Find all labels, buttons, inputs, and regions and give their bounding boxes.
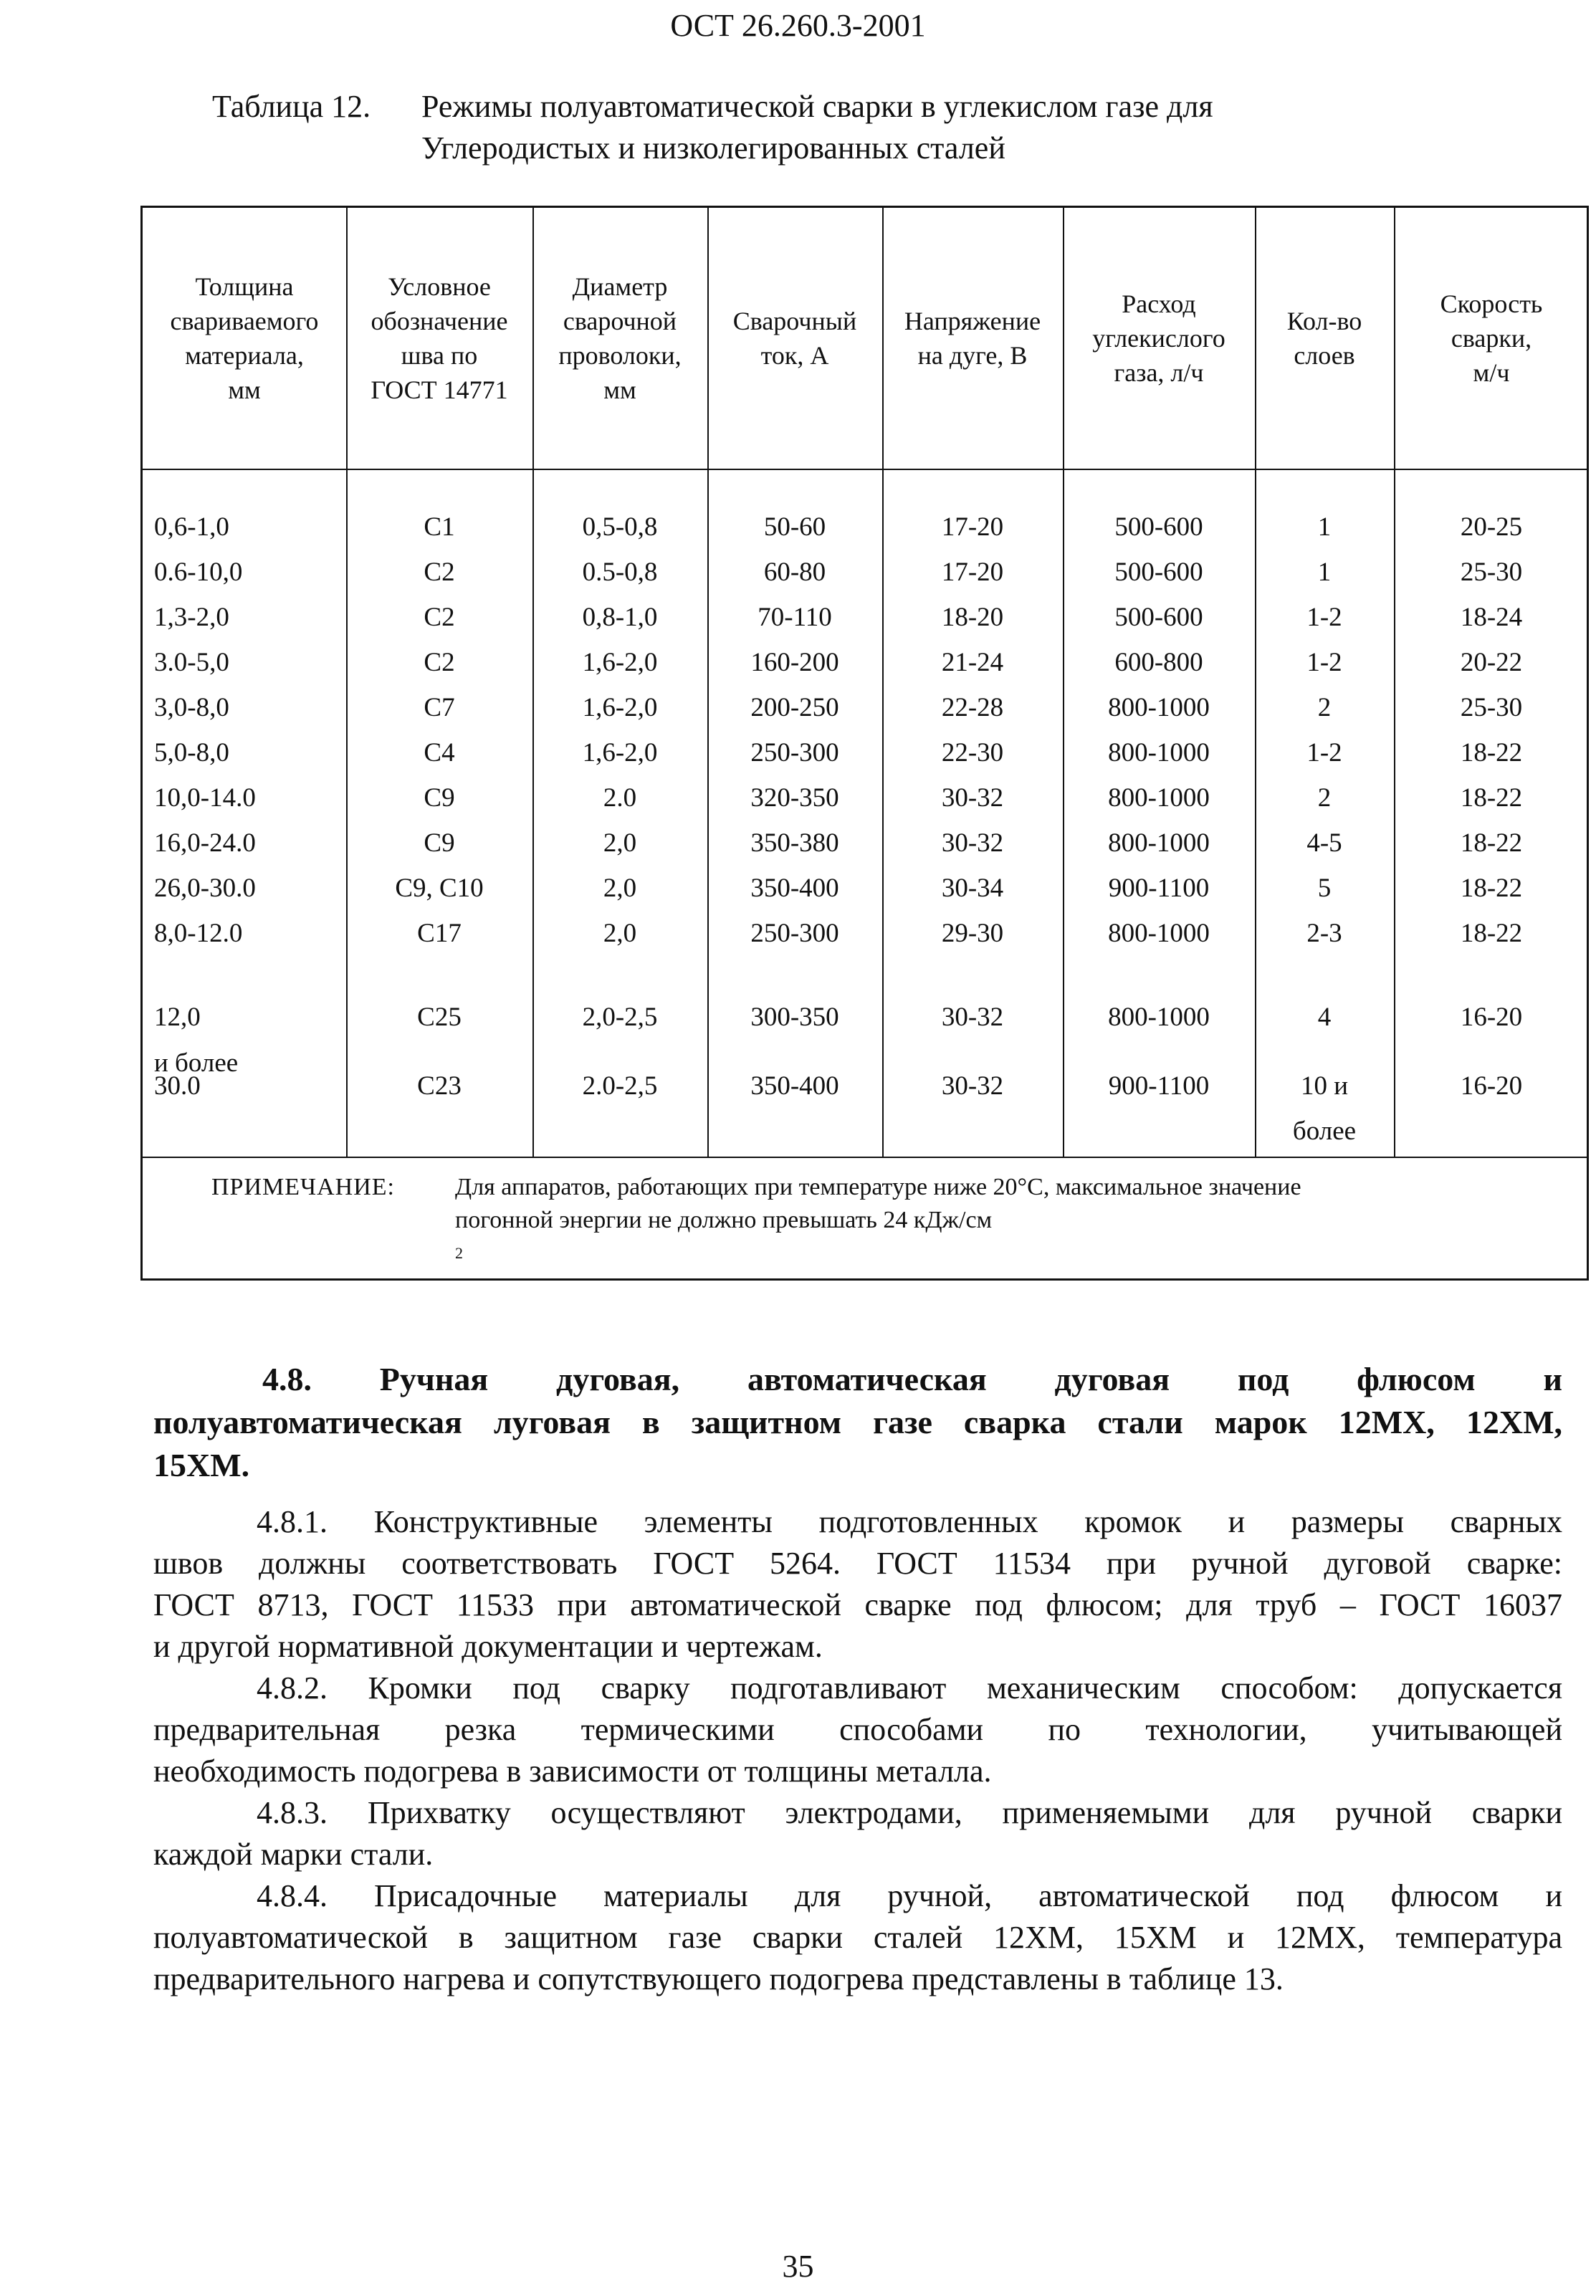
table-cell: 1,6-2,0 bbox=[582, 648, 658, 677]
table-cell: 18-22 bbox=[1460, 738, 1523, 767]
table-cell: 18-24 bbox=[1460, 603, 1523, 632]
table-note bbox=[143, 1159, 1587, 1274]
table-cell: С2 bbox=[424, 603, 455, 632]
note-superscript: 2 bbox=[455, 1244, 463, 1262]
table-cell: 30-32 bbox=[941, 1071, 1004, 1101]
table-cell: 0,6-1,0 bbox=[154, 512, 229, 542]
table-label: Таблица 12. bbox=[212, 89, 371, 124]
table-cell: 1 bbox=[1317, 558, 1332, 587]
table-cell: 2 bbox=[1317, 783, 1332, 813]
header-layers: Кол-во слоев bbox=[1286, 307, 1362, 370]
table-cell: 30-32 bbox=[941, 783, 1004, 813]
table-cell: С9 bbox=[424, 783, 455, 813]
table-cell: 800-1000 bbox=[1108, 828, 1210, 858]
table-cell: 18-22 bbox=[1460, 874, 1523, 903]
table-cell: 21-24 bbox=[941, 648, 1004, 677]
table-cell: 250-300 bbox=[750, 738, 839, 767]
table-title bbox=[421, 86, 1453, 169]
table-cell: 250-300 bbox=[750, 919, 839, 948]
note-line-text: погонной энергии не должно превышать 24 кДж/см bbox=[455, 1207, 993, 1233]
table-cell: 2,0-2,5 bbox=[582, 1003, 658, 1032]
header-wire-diameter: Диаметр сварочной проволоки, мм bbox=[558, 272, 682, 404]
table-cell: 70-110 bbox=[758, 603, 832, 632]
table-cell: 8,0-12.0 bbox=[154, 919, 243, 948]
note-text bbox=[455, 1171, 1573, 1276]
table-cell: 350-380 bbox=[750, 828, 839, 858]
table-title-line: Углеродистых и низколегированных сталей bbox=[421, 130, 1005, 166]
table-cell: 600-800 bbox=[1114, 648, 1203, 677]
table-cell: С23 bbox=[417, 1071, 462, 1101]
table-cell: 10,0-14.0 bbox=[154, 783, 256, 813]
note-line: Для аппаратов, работающих при температуре ниже 20°С, максимальное значение bbox=[455, 1174, 1301, 1200]
table-cell: 25-30 bbox=[1460, 693, 1523, 722]
paragraph-line: и другой нормативной документации и чертежам. bbox=[153, 1629, 823, 1664]
table-cell: 10 и bbox=[1300, 1071, 1349, 1101]
table-cell: С4 bbox=[424, 738, 455, 767]
table-cell: 0.6-10,0 bbox=[154, 558, 243, 587]
table-cell-extra: более bbox=[1292, 1116, 1357, 1146]
paragraph-line: полуавтоматической в защитном газе сварки сталей 12ХМ, 15ХМ и 12МХ, температура bbox=[153, 1920, 1562, 1955]
table-cell: 18-22 bbox=[1460, 828, 1523, 858]
table-cell: 30-34 bbox=[941, 874, 1004, 903]
table-cell: 800-1000 bbox=[1108, 919, 1210, 948]
table-title-line: Режимы полуавтоматической сварки в углекислом газе для bbox=[421, 89, 1213, 124]
table-cell: 18-20 bbox=[941, 603, 1004, 632]
table-cell: 0,8-1,0 bbox=[582, 603, 658, 632]
table-cell: 17-20 bbox=[941, 512, 1004, 542]
table-cell: 30-32 bbox=[941, 1003, 1004, 1032]
table-cell: 18-22 bbox=[1460, 919, 1523, 948]
table-cell: 22-28 bbox=[941, 693, 1004, 722]
table-cell: С9, С10 bbox=[395, 874, 484, 903]
table-cell: 25-30 bbox=[1460, 558, 1523, 587]
table-cell: С17 bbox=[417, 919, 462, 948]
header-weld-designation: Условное обозначение шва по ГОСТ 14771 bbox=[371, 272, 508, 404]
table-cell: 1,6-2,0 bbox=[582, 738, 658, 767]
paragraph bbox=[153, 1792, 1562, 1875]
table-cell: С2 bbox=[424, 648, 455, 677]
table-cell: 300-350 bbox=[750, 1003, 839, 1032]
paragraph-line: предварительного нагрева и сопутствующего подогрева представлены в таблице 13. bbox=[153, 1961, 1284, 1996]
header-thickness: Толщина свариваемого материала, мм bbox=[170, 272, 319, 404]
table-cell: 2 bbox=[1317, 693, 1332, 722]
header-voltage: Напряжение на дуге, В bbox=[904, 307, 1041, 370]
paragraph bbox=[153, 1668, 1562, 1792]
paragraph-line: 4.8.2. Кромки под сварку подготавливают механическим способом: допускается bbox=[257, 1670, 1562, 1706]
header-gas-flow: Расход углекислого газа, л/ч bbox=[1092, 290, 1225, 387]
table-cell: С1 bbox=[424, 512, 455, 542]
table-cell: 2.0-2,5 bbox=[582, 1071, 658, 1101]
table-cell: С7 bbox=[424, 693, 455, 722]
section-heading-line: 15ХМ. bbox=[153, 1447, 250, 1483]
table-cell: 0,5-0,8 bbox=[582, 512, 658, 542]
table-cell: 500-600 bbox=[1114, 603, 1203, 632]
table-cell: 17-20 bbox=[941, 558, 1004, 587]
table-cell: 900-1100 bbox=[1108, 1071, 1210, 1101]
table-cell: 4-5 bbox=[1306, 828, 1342, 858]
table-cell: 800-1000 bbox=[1108, 693, 1210, 722]
table-cell: 30-32 bbox=[941, 828, 1004, 858]
table-cell: 200-250 bbox=[750, 693, 839, 722]
note-label: ПРИМЕЧАНИЕ: bbox=[211, 1174, 395, 1200]
table-cell: 1-2 bbox=[1306, 648, 1342, 677]
table-cell: 16,0-24.0 bbox=[154, 828, 256, 858]
header-current: Сварочный ток, А bbox=[732, 307, 857, 370]
table-cell: 160-200 bbox=[750, 648, 839, 677]
table-cell: 50-60 bbox=[763, 512, 826, 542]
table-cell: 29-30 bbox=[941, 919, 1004, 948]
table-cell: 350-400 bbox=[750, 874, 839, 903]
table-cell: 900-1100 bbox=[1108, 874, 1210, 903]
table-cell: 18-22 bbox=[1460, 783, 1523, 813]
paragraph-line: швов должны соответствовать ГОСТ 5264. ГОСТ 11534 при ручной дуговой сварке: bbox=[153, 1546, 1562, 1581]
table-cell: 12,0 bbox=[154, 1003, 201, 1032]
table-cell: 2,0 bbox=[603, 919, 637, 948]
table-cell: 22-30 bbox=[941, 738, 1004, 767]
table-cell: 16-20 bbox=[1460, 1071, 1523, 1101]
table-cell-extra: и более bbox=[154, 1048, 239, 1078]
table-cell: С2 bbox=[424, 558, 455, 587]
header-speed: Скорость сварки, м/ч bbox=[1440, 290, 1543, 387]
table-cell: 16-20 bbox=[1460, 1003, 1523, 1032]
paragraph bbox=[153, 1875, 1562, 2000]
paragraph-line: 4.8.1. Конструктивные элементы подготовленных кромок и размеры сварных bbox=[257, 1504, 1562, 1539]
table-cell: 1,6-2,0 bbox=[582, 693, 658, 722]
table-cell: 2,0 bbox=[603, 828, 637, 858]
table-cell: 0.5-0,8 bbox=[582, 558, 658, 587]
table-cell: 320-350 bbox=[750, 783, 839, 813]
table-cell: 1-2 bbox=[1306, 738, 1342, 767]
paragraph-line: необходимость подогрева в зависимости от толщины металла. bbox=[153, 1754, 992, 1789]
table-cell: 500-600 bbox=[1114, 512, 1203, 542]
table-cell: С9 bbox=[424, 828, 455, 858]
document-code-header: ОСТ 26.260.3-2001 bbox=[670, 8, 926, 43]
section-heading-line: полуавтоматическая луговая в защитном газе сварка стали марок 12МХ, 12ХМ, bbox=[153, 1404, 1562, 1440]
table-cell: 5 bbox=[1317, 874, 1332, 903]
section-heading bbox=[153, 1358, 1562, 1487]
table-cell: 350-400 bbox=[750, 1071, 839, 1101]
table-cell: 2.0 bbox=[603, 783, 637, 813]
header-divider bbox=[143, 469, 1587, 470]
paragraph bbox=[153, 1501, 1562, 1668]
table-cell: 2,0 bbox=[603, 874, 637, 903]
table-cell: 1 bbox=[1317, 512, 1332, 542]
paragraph-line: 4.8.4. Присадочные материалы для ручной, автоматической под флюсом и bbox=[257, 1878, 1562, 1913]
table-cell: 30.0 bbox=[154, 1071, 201, 1101]
welding-modes-table bbox=[140, 206, 1589, 1281]
table-cell: С25 bbox=[417, 1003, 462, 1032]
table-cell: 4 bbox=[1317, 1003, 1332, 1032]
table-cell: 3,0-8,0 bbox=[154, 693, 229, 722]
paragraph-line: предварительная резка термическими способами по технологии, учитывающей bbox=[153, 1712, 1562, 1747]
table-cell: 1,3-2,0 bbox=[154, 603, 229, 632]
note-line bbox=[455, 1204, 1573, 1276]
table-cell: 20-25 bbox=[1460, 512, 1523, 542]
table-cell: 5,0-8,0 bbox=[154, 738, 229, 767]
paragraph-line: 4.8.3. Прихватку осуществляют электродами, применяемыми для ручной сварки bbox=[257, 1795, 1562, 1830]
paragraph-line: ГОСТ 8713, ГОСТ 11533 при автоматической сварке под флюсом; для труб – ГОСТ 16037 bbox=[153, 1587, 1562, 1622]
table-cell: 20-22 bbox=[1460, 648, 1523, 677]
table-cell: 800-1000 bbox=[1108, 783, 1210, 813]
note-divider bbox=[143, 1157, 1587, 1158]
table-cell: 60-80 bbox=[763, 558, 826, 587]
table-cell: 2-3 bbox=[1306, 919, 1342, 948]
paragraph-line: каждой марки стали. bbox=[153, 1837, 434, 1872]
table-cell: 800-1000 bbox=[1108, 1003, 1210, 1032]
table-cell: 500-600 bbox=[1114, 558, 1203, 587]
table-cell: 1-2 bbox=[1306, 603, 1342, 632]
table-cell: 3.0-5,0 bbox=[154, 648, 229, 677]
section-heading-line: 4.8. Ручная дуговая, автоматическая дуговая под флюсом и bbox=[262, 1361, 1562, 1397]
table-cell: 26,0-30.0 bbox=[154, 874, 256, 903]
table-cell: 800-1000 bbox=[1108, 738, 1210, 767]
page-number: 35 bbox=[782, 2249, 814, 2284]
